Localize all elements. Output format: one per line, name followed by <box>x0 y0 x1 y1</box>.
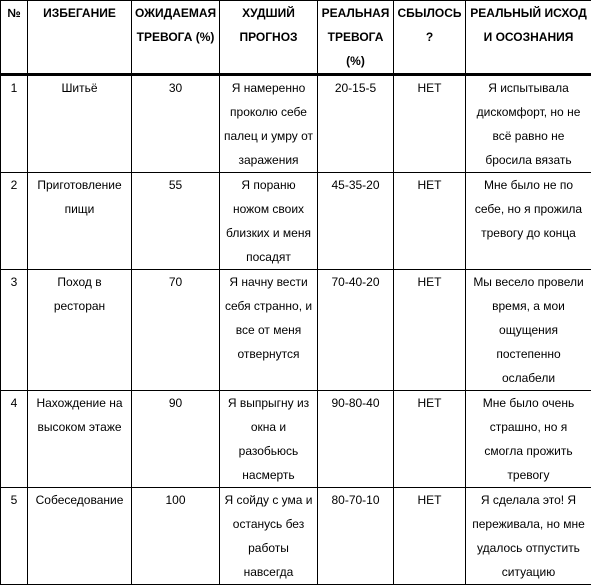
cell-avoidance: Приготовление пищи <box>28 173 132 270</box>
cell-real-outcome: Мы весело провели время, а мои ощущения постепенно ослабели <box>466 270 591 391</box>
cell-avoidance: Поход в ресторан <box>28 270 132 391</box>
table-row <box>1 270 591 391</box>
cell-worst-forecast: Я сойду с ума и останусь без работы навсегда <box>220 488 318 585</box>
cell-real-outcome: Я сделала это! Я переживала, но мне удалось отпустить ситуацию <box>466 488 591 585</box>
cell-num: 4 <box>1 391 28 488</box>
cell-expected-anxiety: 90 <box>132 391 220 488</box>
table-row <box>1 75 591 173</box>
cell-real-anxiety: 45-35-20 <box>318 173 394 270</box>
header-avoidance: ИЗБЕГАНИЕ <box>28 1 132 75</box>
cell-num: 2 <box>1 173 28 270</box>
table-row <box>1 391 591 488</box>
cell-happened: НЕТ <box>394 173 466 270</box>
cell-happened: НЕТ <box>394 391 466 488</box>
cell-worst-forecast: Я намеренно проколю себе палец и умру от заражения <box>220 75 318 173</box>
cell-real-outcome: Мне было очень страшно, но я смогла прожить тревогу <box>466 391 591 488</box>
table-row <box>1 173 591 270</box>
cell-real-anxiety: 90-80-40 <box>318 391 394 488</box>
cell-worst-forecast: Я пораню ножом своих близких и меня посадят <box>220 173 318 270</box>
cell-worst-forecast: Я начну вести себя странно, и все от меня отвернутся <box>220 270 318 391</box>
header-happened: СБЫЛОСЬ ? <box>394 1 466 75</box>
cell-happened: НЕТ <box>394 270 466 391</box>
cell-avoidance: Шитьё <box>28 75 132 173</box>
cell-avoidance: Нахождение на высоком этаже <box>28 391 132 488</box>
header-worst-forecast: ХУДШИЙ ПРОГНОЗ <box>220 1 318 75</box>
header-real-anxiety: РЕАЛЬНАЯ ТРЕВОГА (%) <box>318 1 394 75</box>
cell-avoidance: Собеседование <box>28 488 132 585</box>
header-row <box>1 1 591 75</box>
cell-expected-anxiety: 55 <box>132 173 220 270</box>
cell-happened: НЕТ <box>394 488 466 585</box>
cell-real-anxiety: 70-40-20 <box>318 270 394 391</box>
cell-worst-forecast: Я выпрыгну из окна и разобьюсь насмерть <box>220 391 318 488</box>
cell-num: 1 <box>1 75 28 173</box>
cell-real-anxiety: 20-15-5 <box>318 75 394 173</box>
header-expected-anxiety: ОЖИДАЕМАЯ ТРЕВОГА (%) <box>132 1 220 75</box>
cell-real-outcome: Мне было не по себе, но я прожила тревогу до конца <box>466 173 591 270</box>
cell-expected-anxiety: 30 <box>132 75 220 173</box>
table-row <box>1 488 591 585</box>
header-num: № <box>1 1 28 75</box>
cell-expected-anxiety: 70 <box>132 270 220 391</box>
cell-happened: НЕТ <box>394 75 466 173</box>
cell-num: 5 <box>1 488 28 585</box>
header-real-outcome: РЕАЛЬНЫЙ ИСХОД И ОСОЗНАНИЯ <box>466 1 591 75</box>
cell-num: 3 <box>1 270 28 391</box>
cell-real-outcome: Я испытывала дискомфорт, но не всё равно не бросила вязать <box>466 75 591 173</box>
cell-expected-anxiety: 100 <box>132 488 220 585</box>
cell-real-anxiety: 80-70-10 <box>318 488 394 585</box>
